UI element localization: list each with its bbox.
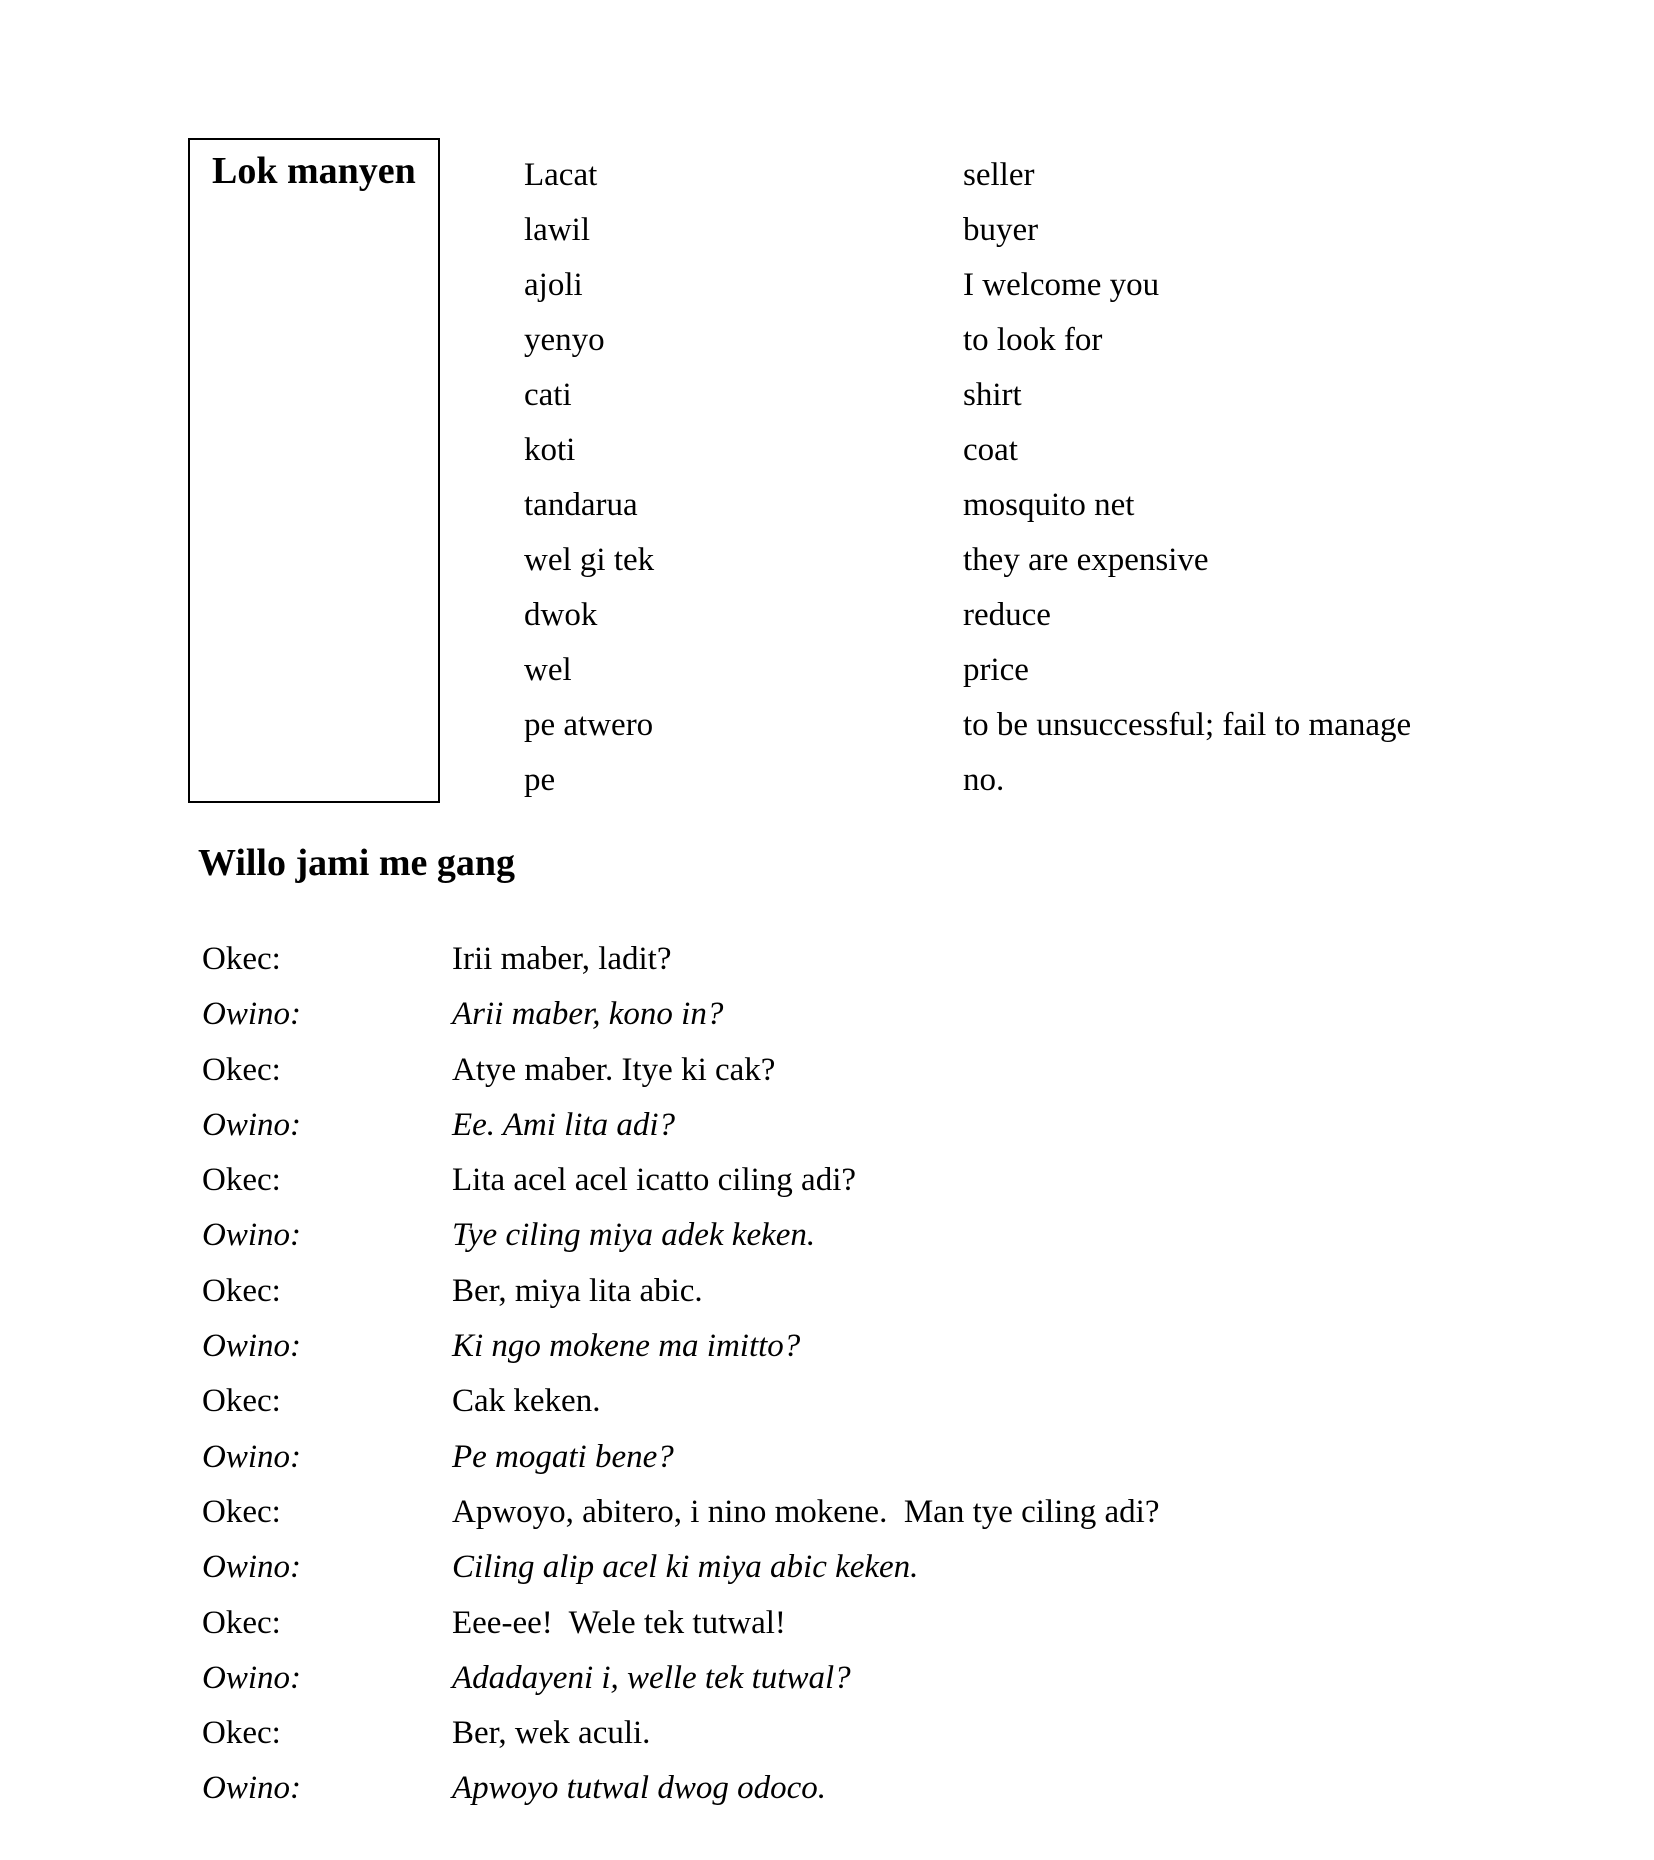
vocabulary-meaning: to be unsuccessful; fail to manage	[963, 707, 1412, 743]
dialogue-line	[0, 1272, 1654, 1330]
vocabulary-row	[0, 764, 1654, 819]
vocabulary-row	[0, 434, 1654, 489]
vocabulary-row	[0, 489, 1654, 544]
vocabulary-row	[0, 709, 1654, 764]
dialogue-speaker: Okec:	[202, 1493, 281, 1530]
dialogue-speaker: Okec:	[202, 941, 281, 977]
vocabulary-term: cati	[524, 377, 572, 413]
vocabulary-meaning: I welcome you	[963, 267, 1160, 303]
vocabulary-row	[0, 599, 1654, 654]
dialogue-line	[0, 1385, 1654, 1440]
dialogue-text: Adadayeni i, welle tek tutwal?	[452, 1659, 851, 1696]
dialogue-line	[0, 1219, 1654, 1274]
vocabulary-meaning: seller	[963, 157, 1035, 193]
dialogue-speaker: Owino:	[202, 1328, 301, 1365]
dialogue-text: Irii maber, ladit?	[452, 941, 672, 977]
vocabulary-term: Lacat	[524, 157, 598, 193]
vocabulary-meaning: price	[963, 652, 1029, 688]
vocabulary-row	[0, 654, 1654, 709]
dialogue-list	[0, 943, 1654, 1828]
dialogue-speaker: Owino:	[202, 1659, 301, 1696]
dialogue-text: Ber, miya lita abic.	[452, 1272, 703, 1309]
dialogue-line	[0, 1772, 1654, 1827]
dialogue-line	[0, 1438, 1654, 1496]
dialogue-speaker: Okec:	[202, 1051, 281, 1088]
dialogue-line	[0, 1717, 1654, 1772]
vocabulary-term: pe atwero	[524, 707, 654, 743]
vocabulary-term: lawil	[524, 212, 590, 248]
dialogue-line	[0, 1659, 1654, 1717]
dialogue-line	[0, 998, 1654, 1053]
dialogue-text: Apwoyo tutwal dwog odoco.	[452, 1770, 826, 1807]
vocabulary-meaning: shirt	[963, 377, 1022, 413]
dialogue-line	[0, 1604, 1654, 1662]
vocabulary-meaning: buyer	[963, 212, 1039, 248]
vocabulary-meaning: reduce	[963, 597, 1051, 633]
dialogue-heading: Willo jami me gang	[198, 842, 516, 884]
vocabulary-term: wel	[524, 652, 572, 688]
dialogue-speaker: Owino:	[202, 1770, 301, 1807]
dialogue-line	[0, 1551, 1654, 1606]
vocabulary-row	[0, 214, 1654, 269]
vocabulary-term: yenyo	[524, 322, 605, 358]
dialogue-speaker: Okec:	[202, 1604, 281, 1641]
vocabulary-term: wel gi tek	[524, 542, 655, 578]
vocabulary-heading: Lok manyen	[212, 150, 416, 192]
dialogue-line	[0, 1164, 1654, 1219]
vocabulary-term: pe	[524, 762, 556, 798]
dialogue-text: Pe mogati bene?	[452, 1438, 674, 1475]
vocabulary-term: dwok	[524, 597, 598, 633]
dialogue-text: Atye maber. Itye ki cak?	[452, 1051, 776, 1088]
dialogue-line	[0, 1106, 1654, 1164]
dialogue-text: Lita acel acel icatto ciling adi?	[452, 1162, 857, 1199]
dialogue-text: Ee. Ami lita adi?	[452, 1106, 676, 1143]
dialogue-speaker: Owino:	[202, 1217, 301, 1254]
dialogue-speaker: Okec:	[202, 1715, 281, 1752]
dialogue-text: Arii maber, kono in?	[452, 996, 724, 1033]
dialogue-text: Eee-ee! Wele tek tutwal!	[452, 1604, 786, 1641]
dialogue-speaker: Owino:	[202, 1106, 301, 1143]
vocabulary-row	[0, 379, 1654, 434]
dialogue-line	[0, 1493, 1654, 1551]
vocabulary-meaning: no.	[963, 762, 1005, 798]
vocabulary-row	[0, 324, 1654, 379]
dialogue-speaker: Owino:	[202, 1549, 301, 1586]
dialogue-line	[0, 1330, 1654, 1385]
dialogue-speaker: Okec:	[202, 1383, 281, 1420]
dialogue-line	[0, 943, 1654, 998]
vocabulary-term: tandarua	[524, 487, 638, 523]
dialogue-text: Ki ngo mokene ma imitto?	[452, 1328, 801, 1365]
dialogue-speaker: Okec:	[202, 1162, 281, 1199]
vocabulary-row	[0, 269, 1654, 324]
dialogue-text: Apwoyo, abitero, i nino mokene. Man tye ciling adi?	[452, 1493, 1160, 1530]
dialogue-text: Ciling alip acel ki miya abic keken.	[452, 1549, 919, 1586]
dialogue-speaker: Owino:	[202, 1438, 301, 1475]
vocabulary-meaning: to look for	[963, 322, 1103, 358]
vocabulary-meaning: coat	[963, 432, 1018, 468]
vocabulary-row	[0, 159, 1654, 214]
vocabulary-row	[0, 544, 1654, 599]
vocabulary-meaning: they are expensive	[963, 542, 1209, 578]
dialogue-text: Tye ciling miya adek keken.	[452, 1217, 816, 1254]
dialogue-speaker: Owino:	[202, 996, 301, 1033]
dialogue-text: Ber, wek aculi.	[452, 1715, 651, 1752]
dialogue-text: Cak keken.	[452, 1383, 601, 1420]
dialogue-speaker: Okec:	[202, 1272, 281, 1309]
vocabulary-meaning: mosquito net	[963, 487, 1135, 523]
vocabulary-term: koti	[524, 432, 576, 468]
vocabulary-list	[0, 159, 1654, 819]
dialogue-line	[0, 1051, 1654, 1109]
vocabulary-term: ajoli	[524, 267, 583, 303]
